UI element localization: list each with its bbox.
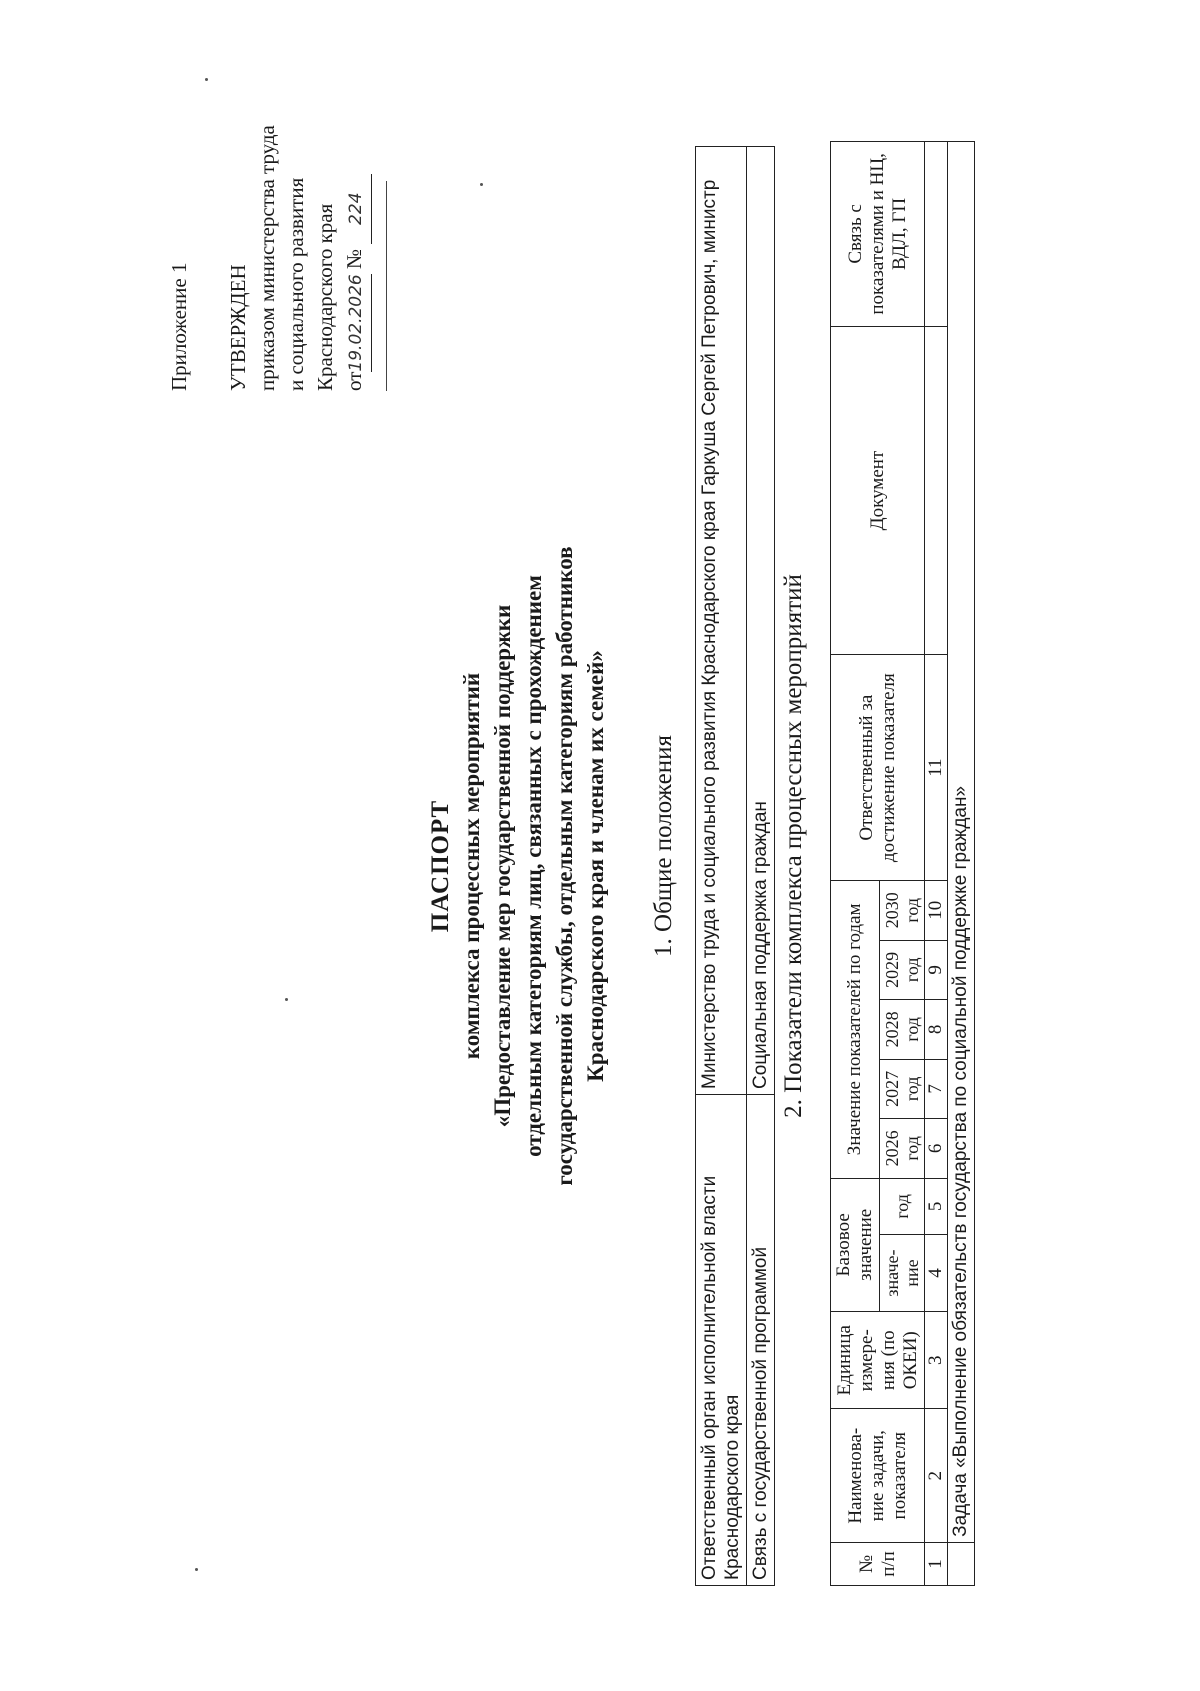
- col-number: 3: [925, 1312, 948, 1409]
- document-title: [425, 241, 611, 1491]
- number-prefix: №: [342, 248, 366, 269]
- scan-speck: [285, 998, 288, 1001]
- header-row: [831, 142, 880, 1586]
- scan-speck: [480, 183, 483, 186]
- header-base: Базовое значение: [831, 1178, 880, 1311]
- signature-rule: [386, 181, 387, 391]
- task-row: [948, 142, 975, 1586]
- col-number: 10: [925, 881, 948, 941]
- header-base-value: значе-ние: [880, 1235, 925, 1312]
- numbering-row: [925, 142, 948, 1586]
- approval-date-line: [340, 31, 372, 391]
- table-row: [747, 147, 775, 1586]
- header-link: Связь с показателями и НЦ, ВДЛ, ГП: [831, 142, 925, 327]
- col-number: 8: [925, 1000, 948, 1060]
- handwritten-date: 19.02.2026: [342, 274, 372, 371]
- header-num: № п/п: [831, 1542, 925, 1585]
- approval-line-1: приказом министерства труда: [255, 125, 279, 391]
- date-prefix: от: [342, 371, 366, 391]
- table-cell-value: Социальная поддержка граждан: [747, 147, 775, 1095]
- scan-speck: [205, 78, 208, 81]
- section-1-heading: 1. Общие положения: [650, 735, 677, 957]
- header-year-2030: 2030 год: [880, 881, 925, 941]
- title-passport: ПАСПОРТ: [427, 799, 454, 933]
- section-2-heading: 2. Показатели комплекса процессных мероприятий: [780, 574, 807, 1118]
- title-line-2: комплекса процессных мероприятий: [459, 672, 484, 1060]
- header-base-year: год: [880, 1178, 925, 1234]
- task-row-num-cell: [948, 1542, 975, 1585]
- indicators-table: [830, 141, 975, 1586]
- title-line-6: Краснодарского края и членам их семей»: [583, 650, 608, 1082]
- col-number: 11: [925, 655, 948, 881]
- task-row-text: Задача «Выполнение обязательств государства по социальной поддержке граждан»: [948, 142, 975, 1543]
- col-number: 2: [925, 1409, 948, 1542]
- header-document: Документ: [831, 326, 925, 654]
- header-name: Наименова-ние задачи, показателя: [831, 1409, 925, 1542]
- col-number: 1: [925, 1542, 948, 1585]
- handwritten-number: 224: [342, 174, 372, 244]
- approval-line-2: и социального развития: [284, 177, 308, 391]
- header-years-group: Значение показателей по годам: [831, 881, 880, 1179]
- title-line-4: отдельным категориям лиц, связанных с прохождением: [521, 575, 546, 1157]
- col-number: 6: [925, 1119, 948, 1179]
- col-number: 9: [925, 940, 948, 1000]
- approval-line-3: Краснодарского края: [313, 203, 337, 391]
- annex-label: Приложение 1: [167, 262, 191, 391]
- approved-stamp: УТВЕРЖДЕН: [226, 264, 250, 391]
- col-number-empty: [925, 142, 948, 327]
- approval-block: [165, 31, 372, 391]
- table-cell-label: Связь с государственной программой: [747, 1095, 775, 1586]
- col-number: 4: [925, 1235, 948, 1312]
- header-year-2029: 2029 год: [880, 940, 925, 1000]
- scan-speck: [195, 1568, 198, 1571]
- col-number: 5: [925, 1178, 948, 1234]
- table-cell-label: Ответственный орган исполнительной власти Краснодарского края: [696, 1095, 747, 1586]
- header-responsible: Ответственный за достижение показателя: [831, 655, 925, 881]
- header-year-2027: 2027 год: [880, 1059, 925, 1119]
- title-line-3: «Предоставление мер государственной поддержки: [490, 604, 515, 1128]
- col-number: 7: [925, 1059, 948, 1119]
- header-year-2028: 2028 год: [880, 1000, 925, 1060]
- title-line-5: государственной службы, отдельным категориям работников: [552, 546, 577, 1186]
- header-year-2026: 2026 год: [880, 1119, 925, 1179]
- general-provisions-table: [695, 146, 775, 1586]
- col-number-empty: [925, 326, 948, 654]
- table-row: [696, 147, 747, 1586]
- table-cell-value: Министерство труда и социального развития Краснодарского края Гаркуша Сергей Петрович, министр: [696, 147, 747, 1095]
- header-unit: Единица измере-ния (по ОКЕИ): [831, 1312, 925, 1409]
